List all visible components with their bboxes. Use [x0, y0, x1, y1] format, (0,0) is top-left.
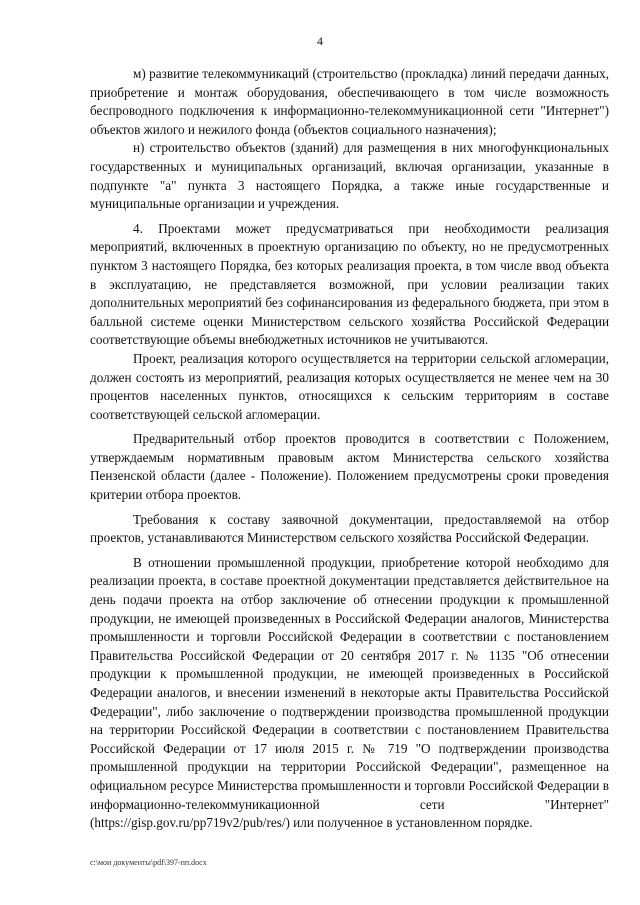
paragraph-documentation-requirements: Требования к составу заявочной документации, предоставляемой на отбор проектов, устанавливаются Министерством сельского хозяйства Российской Федерации.	[90, 511, 609, 546]
paragraph-agglomeration: Проект, реализация которого осуществляется на территории сельской агломерации, должен состоять из мероприятий, реализация которых осуществляется не менее чем на 30 процентов населенных пунктов, относящихся к сельским территориям в составе соответствующей сельской агломерации.	[90, 350, 609, 422]
paragraph-preliminary-selection: Предварительный отбор проектов проводится в соответствии с Положением, утверждаемым нормативным правовым актом Министерства сельского хозяйства Пензенской области (далее - Положение). Положением предусмотрены сроки проведения критерии отбора проектов.	[90, 431, 609, 503]
paragraph-item-m: м) развитие телекоммуникаций (строительство (прокладка) линий передачи данных, приобретение и монтаж оборудования, обеспечивающего в том числе возможность беспроводного подключения к информационно-телекоммуникационной сети "Интернет") объектов жилого и нежилого фонда (объектов социального назначения);	[90, 66, 609, 137]
paragraph-section-4: 4. Проектами может предусматриваться при необходимости реализация мероприятий, включенных в проектную организацию по объекту, но не предусмотренных пунктом 3 настоящего Порядка, без которых реализация проекта, в том числе ввод объекта в эксплуатацию, не представляется возможной, при условии реализации таких дополнительных мероприятий без софинансирования из федерального бюджета, при этом в балльной системе оценки Министерством сельского хозяйства Российской Федерации соответствующие объемы внебюджетных источников не учитываются.	[90, 220, 609, 348]
paragraph-item-n: н) строительство объектов (зданий) для размещения в них многофункциональных государственных и муниципальных организаций, включая организации, указанные в подпункте "а" пункта 3 настоящего Порядка, а также иные государственные и муниципальные организации и учреждения.	[90, 140, 609, 212]
footer-file-path: c:\мои документы\pdf\397-пп.docx	[90, 858, 207, 867]
document-body	[90, 65, 609, 833]
page-number: 4	[317, 34, 323, 48]
paragraph-industrial-products: В отношении промышленной продукции, приобретение которой необходимо для реализации проекта, в составе проектной документации представляется действительное на день подачи проекта на отбор заключение об отнесении продукции к промышленной продукции, не имеющей произведенных в Российской Федерации аналогов, Министерства промышленности и торговли Российской Федерации в соответствии с постановлением Правительства Российской Федерации от 20 сентября 2017 г. № 1135 "Об отнесении продукции к промышленной продукции, не имеющей произведенных в Российской Федерации аналогов, и внесении изменений в некоторые акты Правительства Российской Федерации", либо заключение о подтверждении производства промышленной продукции на территории Российской Федерации в соответствии с постановлением Правительства Российской Федерации от 17 июля 2015 г. № 719 "О подтверждении производства промышленной продукции на территории Российской Федерации", размещенное на официальном ресурсе Министерства промышленности и торговли Российской Федерации в информационно-телекоммуникационной сети "Интернет" (https://gisp.gov.ru/pp719v2/pub/res/) или полученное в установленном порядке.	[90, 554, 609, 831]
